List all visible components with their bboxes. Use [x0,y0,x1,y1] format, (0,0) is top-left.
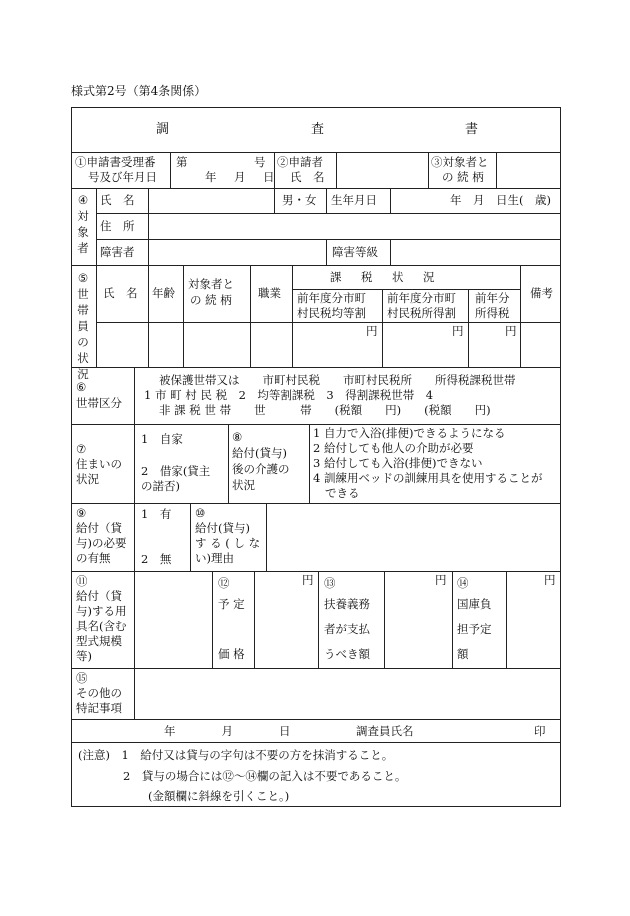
need-label-1: 給付（貸 [76,521,122,535]
housing-label-num: ⑦ [76,442,87,456]
reason-label-3: い)理由 [195,551,234,565]
item-label-num: ⑪ [76,574,88,588]
need-label-3: の有無 [76,551,111,565]
housing-rent-1: 2 借家(貸主 [141,464,211,478]
title-char-2: 査 [311,122,325,137]
item-label-3: 具名(含む [76,619,127,633]
treasury-label-num: ⑭ [457,576,469,590]
form-label: 様式第2号（第4条関係） [71,84,207,98]
footer-date: 年 月 日 [164,724,291,738]
price-label-1: 予 定 [218,597,245,611]
care-label-1: 給付(貸与) [232,446,287,460]
tax1-label-2: 村民税均等割 [297,306,366,320]
care-option-4b: できる [325,486,360,500]
member-relation-label-2: の 続 柄 [190,293,232,307]
care-option-4a: 4 訓練用ベッドの訓練用具を使用することが [313,471,543,485]
item-label-1: 給付（貸 [76,589,122,603]
birth-value: 年 月 日生( 歳) [450,193,551,207]
yen-mark-support: 円 [435,573,447,587]
need-no: 2 無 [141,552,172,566]
item-label-2: 与)する用 [76,604,127,618]
need-label-2: 与)の必要 [76,536,127,550]
receipt-no-suffix: 号 [254,155,266,169]
yen-mark-price: 円 [302,573,314,587]
housing-label-1: 住まいの [76,457,122,471]
tax1-label-1: 前年度分市町 [297,291,366,305]
care-option-2: 2 給付しても他人の介助が必要 [313,441,474,455]
reason-label-num: ⑩ [195,506,206,520]
disability-grade-label: 障害等級 [332,245,378,259]
support-label-1: 扶養義務 [324,597,370,611]
member-relation-label-1: 対象者と [188,277,234,291]
title-char-3: 書 [465,122,479,137]
other-label-num: ⑮ [76,671,88,685]
support-label-3: うべき額 [324,647,370,661]
member-name-label: 氏 名 [103,286,138,300]
support-label-2: 者が支払 [324,622,370,636]
yen-mark-2: 円 [452,324,464,338]
item-label-4: 型式規模 [76,634,122,648]
receipt-date: 年 月 日 [205,170,278,184]
tax3-label-2: 所得税 [475,306,510,320]
category-line-3: 非 課 税 世 帯 世 帯 (税額 円) (税額 円) [159,403,491,417]
other-label-1: その他の [76,686,122,700]
note-2: 2 貸与の場合には⑫～⑭欄の記入は不要であること。 [123,769,407,783]
category-line-1: 被保護世帯又は 市町村民税 市町村民税所 所得税課税世帯 [159,373,516,387]
investigator-label: 調査員氏名 [356,724,414,738]
age-label: 年齢 [152,286,175,300]
subject-name-label: 氏 名 [100,193,135,207]
tax2-label-1: 前年度分市町 [387,291,456,305]
title-char-1: 調 [156,122,170,137]
reason-label-2: す る ( し な [195,536,261,550]
price-label-2: 価 格 [218,647,245,661]
need-label-num: ⑨ [76,506,87,520]
sex-label: 男・女 [282,193,317,207]
other-label-2: 特記事項 [76,701,122,715]
need-yes: 1 有 [141,507,172,521]
care-label-2: 後の介護の [232,462,290,476]
disability-label: 障害者 [100,245,135,259]
housing-own: 1 自家 [141,432,183,446]
treasury-label-2: 担予定 [457,622,492,636]
household-label: ⑤ 世 帯 員 の 状 況 [77,271,89,381]
care-label-3: 状況 [232,478,255,492]
note-3: (金額欄に斜線を引くこと。) [148,789,290,803]
receipt-no-prefix: 第 [176,155,188,169]
housing-rent-2: の諾否) [141,479,180,493]
receipt-label-2: 号及び年月日 [88,170,157,184]
care-option-3: 3 給付しても入浴(排便)できない [313,456,483,470]
yen-mark-treasury: 円 [544,573,556,587]
treasury-label-1: 国庫負 [457,597,492,611]
note-1: (注意) 1 給付又は貸与の字句は不要の方を抹消すること。 [78,748,394,762]
support-label-num: ⑬ [324,576,336,590]
tax2-label-2: 村民税所得割 [387,306,456,320]
item-label-5: 等) [76,649,92,663]
relation-label-1: ③対象者と [431,155,489,169]
receipt-label-1: ①申請書受理番 [75,155,156,169]
address-label: 住 所 [100,219,135,233]
tax3-label-1: 前年分 [475,291,510,305]
job-label: 職業 [258,286,281,300]
yen-mark-1: 円 [366,324,378,338]
seal-mark: 印 [534,724,546,738]
housing-label-2: 状況 [76,472,99,486]
category-line-2: 1 市 町 村 民 税 2 均等割課税 3 得割課税世帯 4 [144,388,434,402]
subject-label: ④ 対 象 者 [77,193,89,255]
birth-label: 生年月日 [331,193,377,207]
relation-label-2: の 続 柄 [442,170,484,184]
applicant-label-2: 氏 名 [290,170,325,184]
applicant-label-1: ②申請者 [277,155,323,169]
category-label: 世帯区分 [76,396,122,410]
treasury-label-3: 額 [457,647,469,661]
care-option-1: 1 自力で入浴(排便)できるようになる [313,426,506,440]
care-label-num: ⑧ [232,430,243,444]
price-label-num: ⑫ [218,576,230,590]
tax-status-label: 課 税 状 況 [330,270,439,284]
yen-mark-3: 円 [505,324,517,338]
category-label-num: ⑥ [76,380,87,394]
remarks-label: 備考 [530,286,553,300]
reason-label-1: 給付(貸与) [195,521,250,535]
